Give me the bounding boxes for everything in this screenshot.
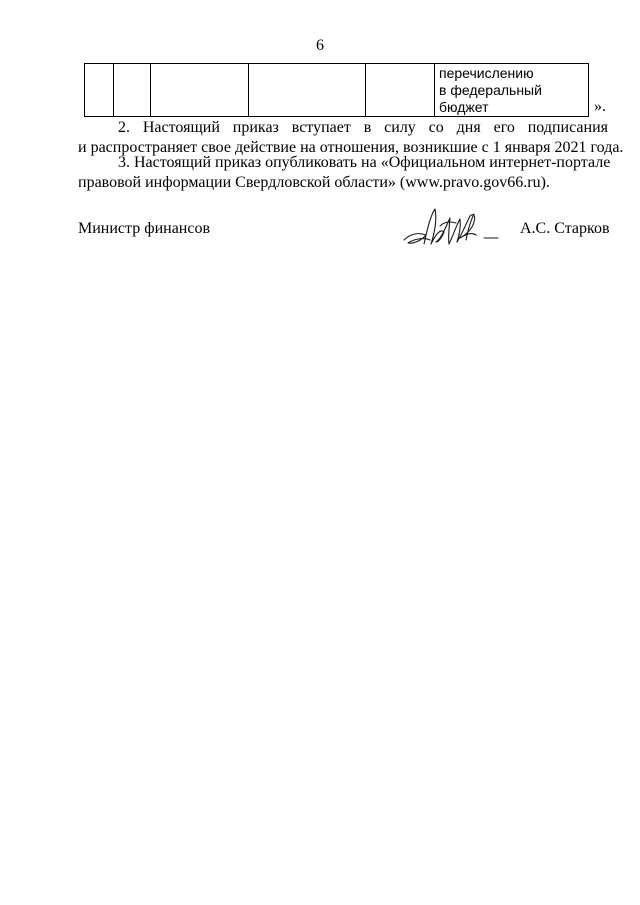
paragraph-line: 3. Настоящий приказ опубликовать на «Официальном интернет-портале (118, 154, 611, 171)
paragraph-line: правовой информации Свердловской области» (www.pravo.gov66.ru). (78, 174, 550, 191)
table-cell (114, 64, 151, 117)
paragraph-effective-date (78, 118, 624, 158)
table-cell (85, 64, 114, 117)
paragraph-line: 2. Настоящий приказ вступает в силу со дня его подписания (118, 119, 608, 136)
closing-quote: ». (594, 98, 606, 115)
table-fragment (84, 63, 589, 117)
table-cell-description (435, 64, 589, 117)
table-cell-line: перечислению (439, 65, 534, 81)
page-number: 6 (316, 37, 324, 54)
paragraph-line: и распространяет свое действие на отношения, возникшие с 1 января 2021 года. (78, 139, 624, 156)
handwritten-signature-icon (400, 204, 504, 256)
table-cell-line: в федеральный (439, 82, 542, 98)
signer-title: Министр финансов (78, 220, 211, 237)
table-cell (249, 64, 366, 117)
table-cell (151, 64, 249, 117)
table-row (85, 64, 589, 117)
table-cell-text (435, 64, 588, 116)
table-cell-line: бюджет (439, 99, 489, 115)
signer-name: А.С. Старков (520, 220, 610, 237)
paragraph-publication (78, 153, 611, 193)
table-cell (366, 64, 435, 117)
